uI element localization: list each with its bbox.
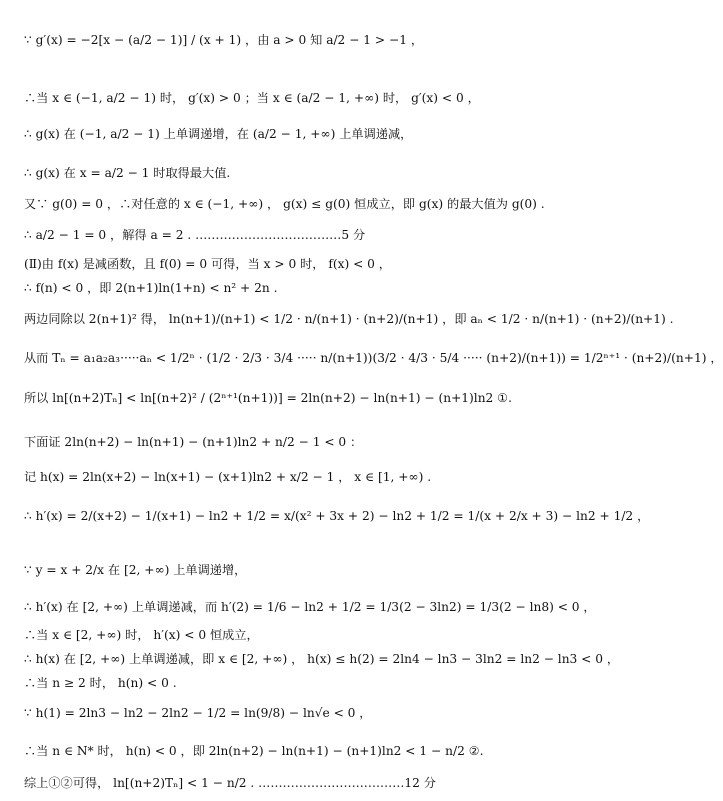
- math-line: ∴当 x ∈ [2, +∞) 时， h′(x) < 0 恒成立，: [24, 628, 259, 642]
- math-line: 又∵ g(0) = 0 ，∴对任意的 x ∈ (−1, +∞) ， g(x) ≤ g(0) 恒成立，即 g(x) 的最大值为 g(0) .: [24, 197, 545, 211]
- math-line: (Ⅱ)由 f(x) 是减函数，且 f(0) = 0 可得，当 x > 0 时， f(x) < 0 ，: [24, 257, 391, 271]
- math-line: ∴ g(x) 在 (−1, a/2 − 1) 上单调递增，在 (a/2 − 1, +∞) 上单调递减，: [24, 127, 413, 141]
- math-line: ∴当 n ∈ N* 时， h(n) < 0 ，即 2ln(n+2) − ln(n+1) − (n+1)ln2 < 1 − n/2 ②.: [24, 744, 484, 758]
- math-line: ∴ h(x) 在 [2, +∞) 上单调递减，即 x ∈ [2, +∞) ， h(x) ≤ h(2) = 2ln4 − ln3 − 3ln2 = ln2 − ln3 < 0 ，: [24, 652, 620, 666]
- math-line: ∴ f(n) < 0 ，即 2(n+1)ln(1+n) < n² + 2n .: [24, 281, 278, 295]
- math-line: 两边同除以 2(n+1)² 得， ln(n+1)/(n+1) < 1/2 · n/(n+1) · (n+2)/(n+1) ，即 aₙ < 1/2 · n/(n+1) · (n+2)/(n+1) .: [24, 312, 674, 326]
- math-line: ∴ h′(x) 在 [2, +∞) 上单调递减，而 h′(2) = 1/6 − ln2 + 1/2 = 1/3(2 − 3ln2) = 1/3(2 − ln8) < 0 ，: [24, 600, 596, 614]
- math-line: ∴当 x ∈ (−1, a/2 − 1) 时， g′(x) > 0 ；当 x ∈ (a/2 − 1, +∞) 时， g′(x) < 0 ，: [24, 91, 480, 105]
- math-line: ∴ a/2 − 1 = 0 ，解得 a = 2 . ………………………………5 分: [24, 228, 366, 242]
- math-line: ∵ h(1) = 2ln3 − ln2 − 2ln2 − 1/2 = ln(9/8) − ln√e < 0 ，: [24, 706, 372, 720]
- math-line: 下面证 2ln(n+2) − ln(n+1) − (n+1)ln2 + n/2 − 1 < 0 ：: [24, 435, 363, 449]
- math-line: ∵ y = x + 2/x 在 [2, +∞) 上单调递增，: [24, 563, 247, 577]
- math-line: ∵ g′(x) = −2[x − (a/2 − 1)] / (x + 1) ，由 a > 0 知 a/2 − 1 > −1 ，: [24, 33, 424, 47]
- math-line: 综上①②可得， ln[(n+2)Tₙ] < 1 − n/2 . ………………………………12 分: [24, 776, 436, 790]
- math-line: ∴当 n ≥ 2 时， h(n) < 0 .: [24, 676, 177, 690]
- math-line: 记 h(x) = 2ln(x+2) − ln(x+1) − (x+1)ln2 + x/2 − 1 ， x ∈ [1, +∞) .: [24, 470, 432, 484]
- math-line: ∴ g(x) 在 x = a/2 − 1 时取得最大值.: [24, 166, 231, 180]
- math-line: ∴ h′(x) = 2/(x+2) − 1/(x+1) − ln2 + 1/2 = x/(x² + 3x + 2) − ln2 + 1/2 = 1/(x + 2/x + 3) − ln2 + 1/2 ，: [24, 509, 650, 523]
- math-line: 所以 ln[(n+2)Tₙ] < ln[(n+2)² / (2ⁿ⁺¹(n+1))] = 2ln(n+2) − ln(n+1) − (n+1)ln2 ①.: [24, 391, 512, 405]
- math-line: 从而 Tₙ = a₁a₂a₃·····aₙ < 1/2ⁿ · (1/2 · 2/3 · 3/4 ····· n/(n+1))(3/2 · 4/3 · 5/4 ····· (n+2)/(n+1)) = 1/2ⁿ⁺¹ · (n+2)/(n+1) ，: [24, 351, 723, 365]
